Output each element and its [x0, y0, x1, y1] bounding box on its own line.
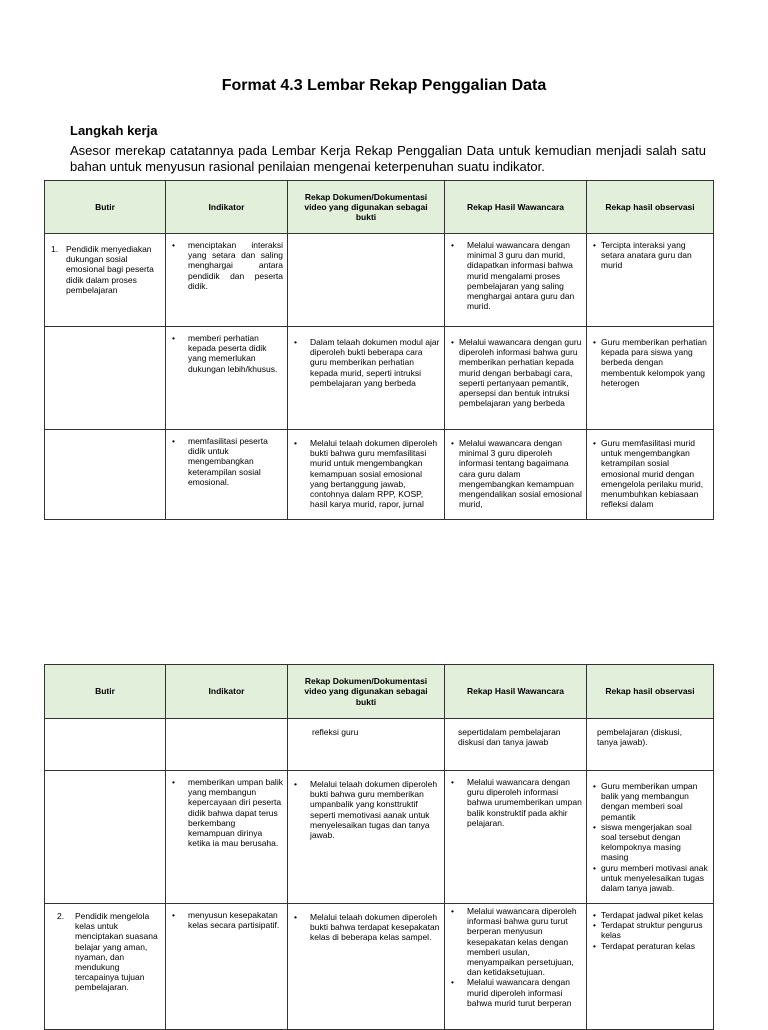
continued-text: sepertidalam pembelajaran diskusi dan tanya jawab: [458, 727, 561, 748]
list-item: • memberikan umpan balik yang membangun kepercayaan diri peserta didik bahwa dapat terus berkembang kemampuan dirinya ketika ia mau berusaha.: [172, 777, 283, 848]
header-rekap-observasi: Rekap hasil observasi: [587, 665, 714, 719]
cell-butir: [45, 771, 166, 904]
list-item: • Terdapat jadwal piket kelas: [593, 910, 709, 920]
document-title: Format 4.3 Lembar Rekap Penggalian Data: [221, 77, 547, 94]
cell-wawancara: [445, 904, 587, 1030]
cell-butir: [45, 430, 166, 520]
list-item: • memberi perhatian kepada peserta didik yang memerlukan dukungan lebih/khusus.: [172, 333, 283, 374]
list-item: • Guru memberikan perhatian kepada para siswa yang berbeda dengan membentuk kelompok yang heterogen: [593, 337, 709, 388]
cell-observasi: [587, 234, 714, 327]
cell-indikator: [166, 234, 288, 327]
header-rekap-dokumen: Rekap Dokumen/Dokumentasi video yang digunakan sebagai bukti: [288, 665, 445, 719]
cell-wawancara: [445, 327, 587, 430]
header-indikator: Indikator: [166, 665, 288, 719]
cell-dokumen: [288, 234, 445, 327]
cell-dokumen: [288, 719, 445, 771]
table-row: [45, 719, 714, 771]
table-row: [45, 327, 714, 430]
table-row: [45, 430, 714, 520]
cell-dokumen: [288, 430, 445, 520]
header-butir: Butir: [45, 665, 166, 719]
list-item: • Melalui telaah dokumen diperoleh bukti bahwa guru memfasilitasi murid untuk mengembangkan kemampuan sosial emosional yang bertanggung jawab, contohnya dalam RPP, KOSP, hasil karya murid, rapor, jurnal: [294, 438, 440, 509]
header-rekap-observasi: Rekap hasil observasi: [587, 181, 714, 234]
cell-wawancara: [445, 234, 587, 327]
cell-wawancara: [445, 719, 587, 771]
cell-dokumen: [288, 327, 445, 430]
rekap-table-2: [44, 664, 714, 1030]
header-rekap-wawancara: Rekap Hasil Wawancara: [445, 665, 587, 719]
list-item: • Melalui telaah dokumen diperoleh bukti bahwa guru memberikan umpanbalik yang konsttruktif seperti memotivasi aanak untuk menyelesaikan tugas dan tanya jawab.: [294, 779, 440, 840]
list-item: • guru memberi motivasi anak untuk menyelesaikan tugas dalam tanya jawab.: [593, 863, 709, 894]
list-item: • Melalui telaah dokumen diperoleh bukti bahwa terdapat kesepakatan kelas di beberapa kelas sampel.: [294, 912, 440, 943]
list-item: • memfasilitasi peserta didik untuk mengembangkan keterampilan sosial emosional.: [172, 436, 283, 487]
cell-dokumen: [288, 771, 445, 904]
continued-text: pembelajaran (diskusi, tanya jawab).: [597, 727, 683, 748]
cell-indikator: [166, 719, 288, 771]
cell-observasi: [587, 771, 714, 904]
cell-dokumen: [288, 904, 445, 1030]
list-item: • Melalui wawancara diperoleh informasi bahwa guru turut berperan menyusun kesepakatan kelas dengan memberi usulan, menyampaikan persetujuan, dan ketidaksetujuan.: [451, 906, 582, 977]
table-row: [45, 234, 714, 327]
list-item: • Melalui wawancara dengan minimal 3 guru dan murid, didapatkan informasi bahwa murid mengalami proses pembelajaran yang saling menghargai antara guru dan murid.: [451, 240, 582, 311]
list-item: • Dalam telaah dokumen modul ajar diperoleh bukti beberapa cara guru memberikan perhatian kepada murid, seperti intruksi pembelajaran yang berbeda: [294, 337, 440, 388]
table-header-row: [45, 665, 714, 719]
cell-butir: [45, 327, 166, 430]
cell-observasi: [587, 904, 714, 1030]
table-header-row: [45, 181, 714, 234]
list-item: • Guru memberikan umpan balik yang membangun dengan memberi soal pemantik: [593, 781, 709, 822]
cell-indikator: [166, 327, 288, 430]
list-item: • menyusun kesepakatan kelas secara partisipatif.: [172, 910, 283, 930]
continued-text: refleksi guru: [312, 727, 359, 737]
header-butir: Butir: [45, 181, 166, 234]
butir-text: Pendidik menyediakan dukungan sosial emosional bagi peserta didik dalam proses pembelajaran: [66, 244, 154, 295]
list-item: • Melalui wawancara dengan guru diperoleh informasi bahwa guru memberikan perhatian kepada murid dengan berbabagi cara, seperti pertanyaan pemantik, apersepsi dan bentuk intruksi pembelajaran yang berbeda: [451, 337, 582, 408]
list-item: • Terdapat peraturan kelas: [593, 941, 709, 951]
cell-butir: [45, 719, 166, 771]
cell-butir: [45, 234, 166, 327]
list-item: • Guru memfasilitasi murid untuk mengembangkan ketrampilan sosial emosional murid dengan emengelola perilaku murid, menumbuhkan kebiasaan refleksi dalam: [593, 438, 709, 509]
list-item: • siswa mengerjakan soal soal tersebut dengan kelompoknya masing masing: [593, 822, 709, 863]
cell-observasi: [587, 327, 714, 430]
cell-wawancara: [445, 430, 587, 520]
list-item: • Melalui wawancara dengan minimal 3 guru diperoleh informasi tentang bagaimana cara guru dalam mengembangkan kemampuan mengendalikan sosial emosional murid,: [451, 438, 582, 509]
list-item: • menciptakan interaksi yang setara dan saling menghargai antara pendidik dan peserta didik.: [172, 240, 283, 291]
header-indikator: Indikator: [166, 181, 288, 234]
instruction-paragraph: Asesor merekap catatannya pada Lembar Kerja Rekap Penggalian Data untuk kemudian menjadi salah satu bahan untuk menyusun rasional penilaian mengenai keterpenuhan suatu indikator.: [70, 143, 706, 174]
cell-indikator: [166, 771, 288, 904]
table-row: [45, 904, 714, 1030]
list-item: • Tercipta interaksi yang setara anatara guru dan murid: [593, 240, 709, 271]
section-heading: Langkah kerja: [70, 123, 158, 138]
butir-text: Pendidik mengelola kelas untuk menciptakan suasana belajar yang aman, nyaman, dan mendukung tercapainya tujuan pembelajaran.: [75, 911, 158, 993]
butir-number: 2.: [57, 911, 65, 921]
header-rekap-dokumen: Rekap Dokumen/Dokumentasi video yang digunakan sebagai bukti: [288, 181, 445, 234]
list-item: • Terdapat struktur pengurus kelas: [593, 920, 709, 940]
list-item: • Melalui wawancara dengan murid diperoleh informasi bahwa murid turut berperan: [451, 977, 582, 1008]
cell-butir: [45, 904, 166, 1030]
butir-number: 1.: [51, 244, 59, 254]
table-row: [45, 771, 714, 904]
cell-indikator: [166, 430, 288, 520]
cell-wawancara: [445, 771, 587, 904]
cell-observasi: [587, 719, 714, 771]
cell-indikator: [166, 904, 288, 1030]
list-item: • Melalui wawancara dengan guru diperoleh informasi bahwa urumemberikan umpan balik konstruktif pada akhir pelajaran.: [451, 777, 582, 828]
cell-observasi: [587, 430, 714, 520]
header-rekap-wawancara: Rekap Hasil Wawancara: [445, 181, 587, 234]
rekap-table-1: [44, 180, 714, 520]
